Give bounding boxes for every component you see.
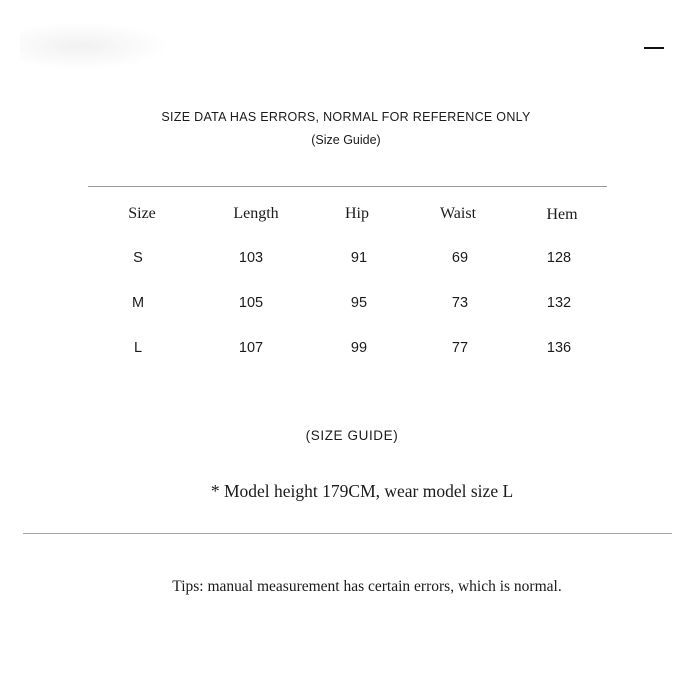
table-cell-length: 107 [238,340,264,356]
table-cell-hip: 95 [350,295,368,311]
table-cell-length: 105 [238,295,264,311]
column-header-length: Length [233,205,279,222]
size-guide-subtitle: (Size Guide) [311,133,381,147]
table-top-divider [88,186,607,187]
table-cell-length: 103 [238,250,264,266]
section-divider [23,533,672,534]
table-cell-size: M [131,295,145,311]
column-header-hem: Hem [546,206,578,223]
measurement-tips: Tips: manual measurement has certain errors, which is normal. [172,578,562,595]
size-guide-caption: (SIZE GUIDE) [305,428,399,443]
reference-notice: SIZE DATA HAS ERRORS, NORMAL FOR REFERENCE ONLY [161,110,531,124]
model-height-note: * Model height 179CM, wear model size L [210,481,514,501]
table-cell-hem: 128 [546,250,572,266]
table-cell-size: L [133,340,143,356]
table-cell-hip: 91 [350,250,368,266]
table-cell-size: S [133,250,143,266]
column-header-waist: Waist [439,205,477,222]
table-cell-hip: 99 [350,340,368,356]
background-smudge [20,22,170,70]
column-header-size: Size [128,205,156,222]
table-cell-waist: 69 [451,250,469,266]
table-cell-hem: 136 [546,340,572,356]
table-cell-waist: 73 [451,295,469,311]
column-header-hip: Hip [345,205,369,222]
table-cell-waist: 77 [451,340,469,356]
table-cell-hem: 132 [546,295,572,311]
minimize-icon[interactable] [644,47,664,49]
